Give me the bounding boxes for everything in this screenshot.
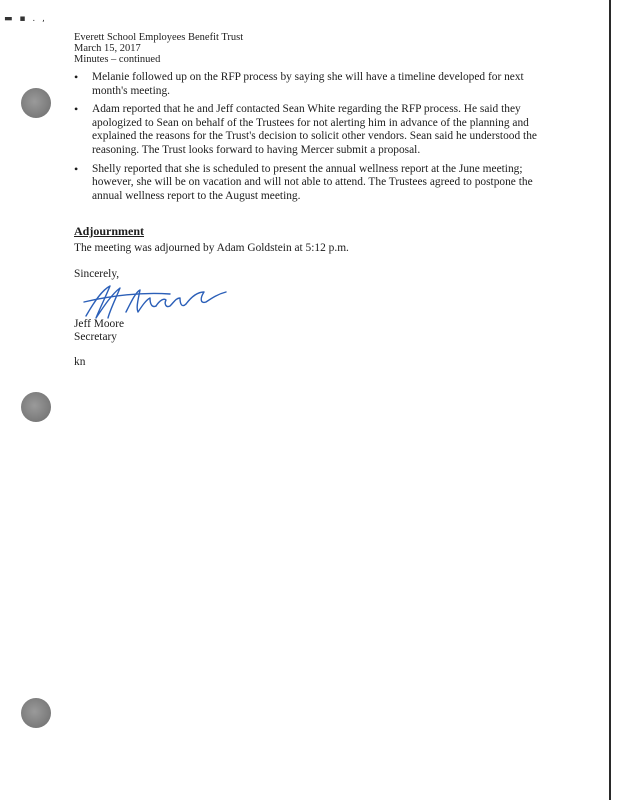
page-header: [74, 32, 243, 65]
bullet-item-wellness-report: • Shelly reported that she is scheduled to present the annual wellness report at the June meeting; however, she will be on vacation and will not able to attend. The Trustees agreed to postpone the annual wellness report to the August meeting.: [74, 163, 544, 204]
punch-hole-top: [21, 88, 51, 118]
signer-title: Secretary: [74, 331, 118, 343]
punch-hole-middle: [21, 392, 51, 422]
scan-edge-line: [609, 0, 611, 800]
minutes-subtitle: Minutes – continued: [74, 54, 161, 65]
organization-name: Everett School Employees Benefit Trust: [74, 32, 244, 43]
adjournment-heading: Adjournment: [74, 224, 145, 238]
bullet-item-rfp-timeline: • Melanie followed up on the RFP process by saying she will have a timeline developed for next month's meeting.: [74, 71, 544, 98]
scan-artifact: ▬ ▪ . ,: [4, 14, 47, 24]
signature-image: [80, 282, 230, 322]
bullet-item-sean-white: • Adam reported that he and Jeff contacted Sean White regarding the RFP process. He said they apologized to Sean on behalf of the Trustees for not alerting him in advance of the planning and explained the reasons for the Trust's decision to solicit other vendors. Sean said he understood the reasoning. The Trust looks forward to having Mercer submit a proposal.: [74, 103, 544, 157]
closing-salutation: Sincerely,: [74, 268, 120, 280]
minutes-bullet-list: [74, 71, 544, 208]
punch-hole-bottom: [21, 698, 51, 728]
meeting-date: March 15, 2017: [74, 43, 141, 54]
typist-initials: kn: [74, 356, 86, 368]
adjournment-text: The meeting was adjourned by Adam Goldstein at 5:12 p.m.: [74, 242, 349, 254]
signer-name: Jeff Moore: [74, 318, 125, 330]
